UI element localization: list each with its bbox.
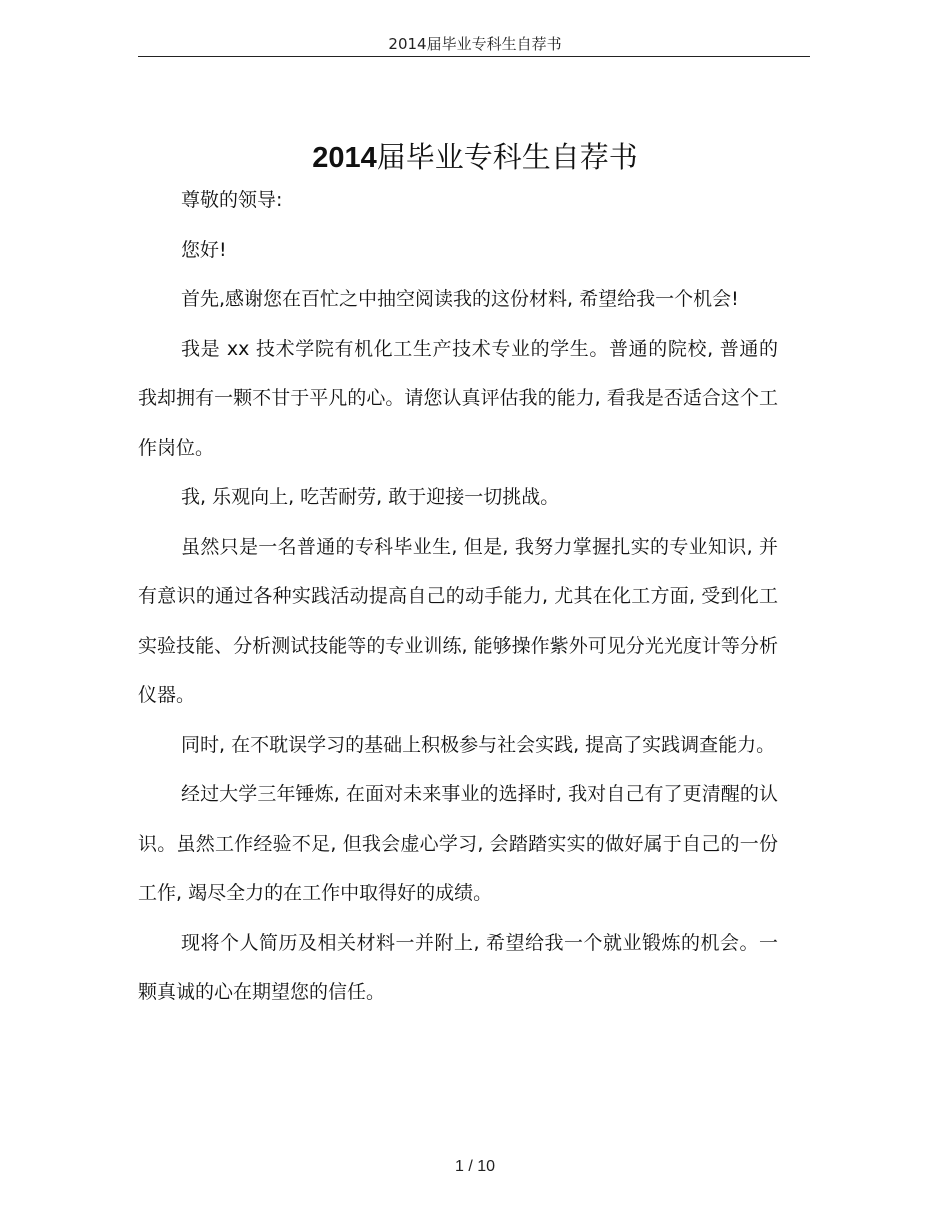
paragraph-introduction: 我是 xx 技术学院有机化工生产技术专业的学生。普通的院校, 普通的我却拥有一颗不甘于平凡的心。请您认真评估我的能力, 看我是否适合这个工作岗位。 xyxy=(138,337,778,459)
title-text: 届毕业专科生自荐书 xyxy=(376,140,638,175)
paragraph-thanks: 首先,感谢您在百忙之中抽空阅读我的这份材料, 希望给我一个机会! xyxy=(181,288,739,310)
salutation: 尊敬的领导: xyxy=(181,189,283,211)
paragraph-reflection: 经过大学三年锤炼, 在面对未来事业的选择时, 我对自己有了更清醒的认识。虽然工作经验不足, 但我会虚心学习, 会踏踏实实的做好属于自己的一份工作, 竭尽全力的在工作中取得好的成绩。 xyxy=(138,783,778,904)
paragraph-closing: 现将个人简历及相关材料一并附上, 希望给我一个就业锻炼的机会。一颗真诚的心在期望您的信任。 xyxy=(138,931,778,1003)
header-divider xyxy=(138,56,810,57)
paragraph-attitude: 我, 乐观向上, 吃苦耐劳, 敢于迎接一切挑战。 xyxy=(181,486,560,508)
paragraph-skills: 虽然只是一名普通的专科毕业生, 但是, 我努力掌握扎实的专业知识, 并有意识的通过各种实践活动提高自己的动手能力, 尤其在化工方面, 受到化工实验技能、分析测试技能等的专业训练, 能够操作紫外可见分光光度计等分析仪器。 xyxy=(138,535,778,706)
running-header: 2014届毕业专科生自荐书 xyxy=(388,35,562,53)
paragraph-practice: 同时, 在不耽误学习的基础上积极参与社会实践, 提高了实践调查能力。 xyxy=(181,733,776,756)
title-year: 2014 xyxy=(312,142,377,175)
letter-body xyxy=(138,176,778,1018)
greeting: 您好! xyxy=(181,238,227,261)
document-title xyxy=(0,137,950,178)
page-number: 1 / 10 xyxy=(454,1158,496,1175)
